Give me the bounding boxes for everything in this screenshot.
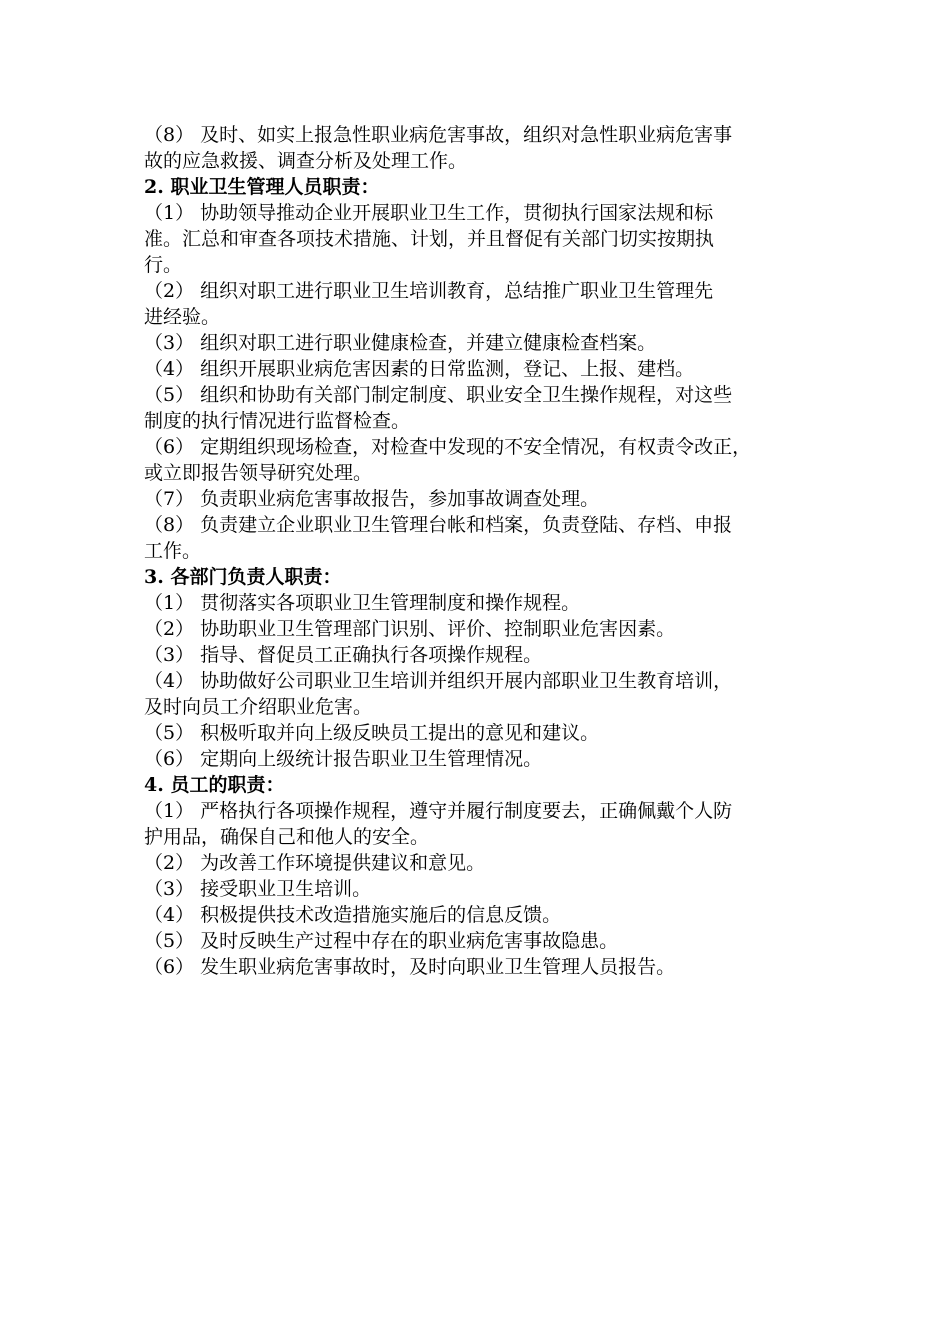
text-line: （6） 发生职业病危害事故时，及时向职业卫生管理人员报告。	[144, 956, 676, 978]
section-heading: 4. 员工的职责：	[144, 774, 285, 796]
text-line: 护用品，确保自己和他人的安全。	[144, 826, 430, 848]
text-line: 制度的执行情况进行监督检查。	[144, 410, 411, 432]
text-line: 故的应急救援、调查分析及处理工作。	[144, 150, 468, 172]
text-line: （6） 定期向上级统计报告职业卫生管理情况。	[144, 748, 543, 770]
section-heading: 3. 各部门负责人职责：	[144, 566, 342, 588]
text-line: （6） 定期组织现场检查，对检查中发现的不安全情况，有权责令改正，	[144, 436, 752, 458]
text-line: （2） 为改善工作环境提供建议和意见。	[144, 852, 486, 874]
text-line: （1） 严格执行各项操作规程，遵守并履行制度要去，正确佩戴个人防	[144, 800, 733, 822]
text-line: （1） 贯彻落实各项职业卫生管理制度和操作规程。	[144, 592, 581, 614]
text-line: （4） 积极提供技术改造措施实施后的信息反馈。	[144, 904, 562, 926]
text-line: （4） 组织开展职业病危害因素的日常监测，登记、上报、建档。	[144, 358, 695, 380]
section-heading: 2. 职业卫生管理人员职责：	[144, 176, 380, 198]
text-line: （2） 组织对职工进行职业卫生培训教育，总结推广职业卫生管理先	[144, 280, 714, 302]
text-line: 及时向员工介绍职业危害。	[144, 696, 373, 718]
text-line: 进经验。	[144, 306, 221, 328]
text-line: （5） 组织和协助有关部门制定制度、职业安全卫生操作规程，对这些	[144, 384, 733, 406]
text-line: （1） 协助领导推动企业开展职业卫生工作，贯彻执行国家法规和标	[144, 202, 714, 224]
text-line: （8） 及时、如实上报急性职业病危害事故，组织对急性职业病危害事	[144, 124, 733, 146]
text-line: （2） 协助职业卫生管理部门识别、评价、控制职业危害因素。	[144, 618, 676, 640]
text-line: 或立即报告领导研究处理。	[144, 462, 373, 484]
text-line: 行。	[144, 254, 183, 276]
text-line: （3） 组织对职工进行职业健康检查，并建立健康检查档案。	[144, 332, 657, 354]
text-line: （8） 负责建立企业职业卫生管理台帐和档案，负责登陆、存档、申报	[144, 514, 733, 536]
text-line: （4） 协助做好公司职业卫生培训并组织开展内部职业卫生教育培训，	[144, 670, 733, 692]
text-line: （5） 及时反映生产过程中存在的职业病危害事故隐患。	[144, 930, 619, 952]
document-body	[144, 122, 814, 980]
text-line: （3） 接受职业卫生培训。	[144, 878, 372, 900]
text-line: （5） 积极听取并向上级反映员工提出的意见和建议。	[144, 722, 600, 744]
text-line: 工作。	[144, 540, 202, 562]
text-line: （3） 指导、督促员工正确执行各项操作规程。	[144, 644, 543, 666]
text-line: 准。汇总和审查各项技术措施、计划，并且督促有关部门切实按期执	[144, 228, 715, 250]
text-line: （7） 负责职业病危害事故报告，参加事故调查处理。	[144, 488, 600, 510]
